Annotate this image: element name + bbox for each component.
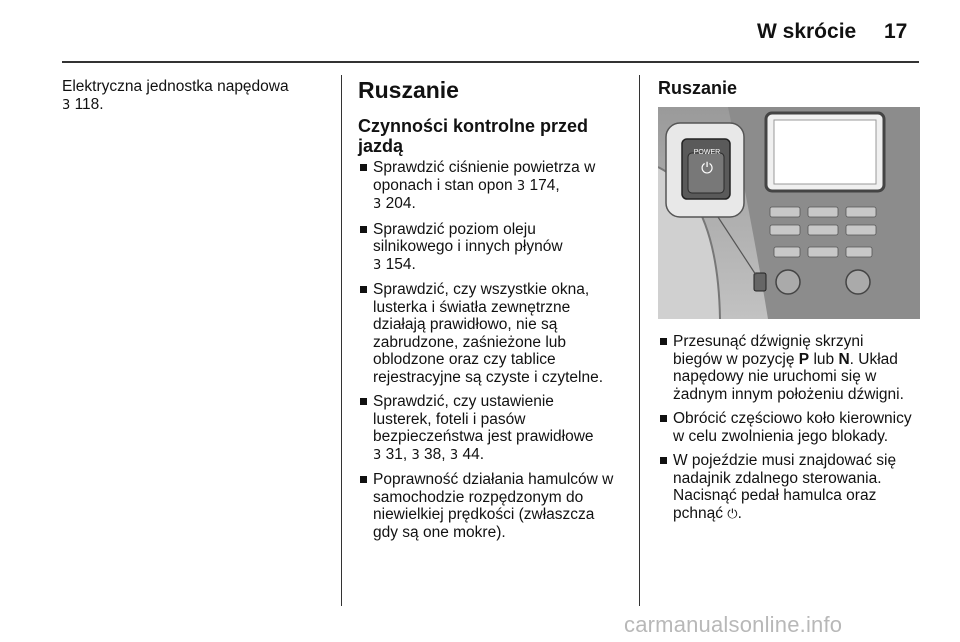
list-item: W pojeździe musi znajdować się nadajnik zdalnego sterowania. Nacisnąć pedał hamulca oraz pchnąć ⏻. [658, 452, 924, 523]
col1-text: Elektryczna jednostka napędowa [62, 78, 289, 95]
page-ref-icon: 3 [373, 197, 382, 212]
bullet-icon [360, 226, 367, 233]
list-item: Sprawdzić ciśnienie powietrza w oponach i stan opon 3 174, 3 204. [358, 159, 633, 214]
page-number: 17 [884, 20, 908, 43]
list-item: Sprawdzić, czy ustawienie lusterek, foteli i pasów bezpieczeństwa jest prawidłowe 3 31, 3 38, 3 44. [358, 393, 633, 464]
page-ref-icon: 3 [373, 257, 382, 273]
bullet-icon [360, 164, 367, 171]
watermark: carmanualsonline.info [624, 612, 843, 637]
dashboard-illustration [658, 107, 920, 319]
checklist [358, 159, 633, 541]
bullet-icon [660, 415, 667, 422]
header-title: W skrócie [757, 20, 857, 43]
bullet-icon [660, 457, 667, 464]
page-ref-icon: 3 [516, 178, 526, 194]
page-ref-icon: 3 [449, 447, 459, 463]
column-2 [358, 76, 633, 548]
list-item: Sprawdzić poziom oleju silnikowego i innych płynów 3 154. [358, 221, 633, 275]
col1-reference: 3 118. [62, 95, 104, 113]
column-divider-1 [341, 75, 342, 606]
header-divider [62, 61, 919, 63]
column-1 [62, 78, 330, 114]
bullet-icon [360, 476, 367, 483]
list-item: Przesunąć dźwignię skrzyni biegów w pozycję P lub N. Układ napędowy nie uruchomi się w żadnym innym położeniu dźwigni. [658, 333, 924, 403]
section-heading: Ruszanie [358, 77, 459, 103]
page-ref-icon: 3 [62, 97, 71, 113]
power-icon: ⏻ [701, 159, 713, 177]
list-item: Obrócić częściowo koło kierownicy w celu zwolnienia jego blokady. [658, 410, 924, 445]
bullet-icon [360, 398, 367, 405]
list-item: Sprawdzić, czy wszystkie okna, lusterka i światła zewnętrzne działają prawidłowo, nie są zabrudzone, zaśnieżone lub oblodzone oraz czy tablice rejestracyjne są czyste i czytelne. [358, 281, 633, 386]
page-ref-icon: 3 [411, 447, 420, 463]
bullet-icon [360, 286, 367, 293]
section-heading: Ruszanie [658, 78, 738, 98]
page-ref-icon: 3 [373, 447, 382, 463]
start-steps [658, 333, 924, 523]
power-icon: ⏻ [727, 506, 738, 522]
list-item: Poprawność działania hamulców w samochodzie rozpędzonym do niewielkiej prędkości (zwłaszcza gdy są one mokre). [358, 471, 633, 541]
bullet-icon [660, 338, 667, 345]
column-3 [658, 76, 924, 530]
subsection-heading: Czynności kontrolne przed jazdą [358, 116, 589, 156]
power-button-label: POWER [693, 149, 721, 156]
column-divider-2 [639, 75, 640, 606]
dashboard-photo [658, 107, 920, 319]
